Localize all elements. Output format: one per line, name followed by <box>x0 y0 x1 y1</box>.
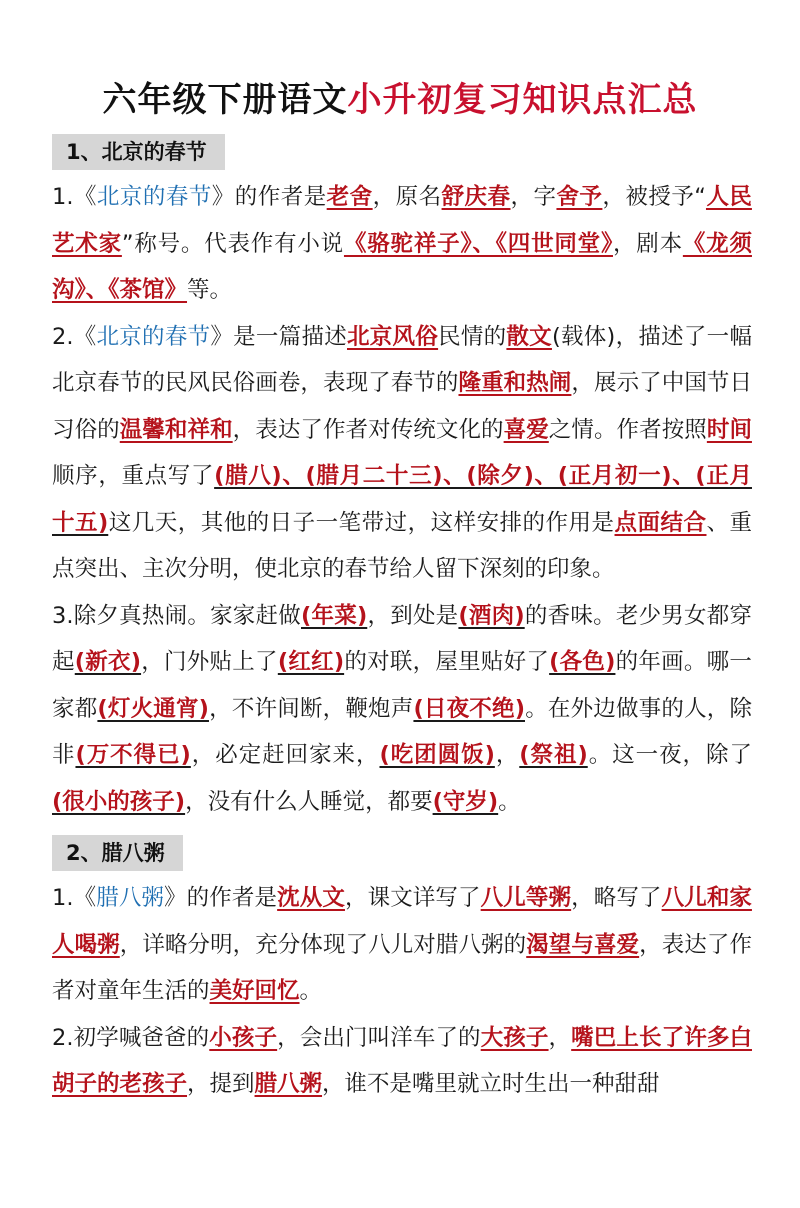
paragraph-4 <box>52 875 752 1015</box>
text: ，课文详写了 <box>344 885 481 911</box>
key-answer: 腊八粥 <box>254 1071 323 1097</box>
text: 》的作者是 <box>211 184 327 210</box>
text: 。 <box>498 788 521 815</box>
text: 的对联，屋里贴好了 <box>344 649 550 675</box>
text: ，略写了 <box>571 885 662 911</box>
text: ”称号。代表作有小说 <box>121 230 344 257</box>
text: ，字 <box>510 184 557 210</box>
key-answer: 温馨和祥和 <box>119 416 233 443</box>
key-answer: 嘴巴上长了许多白胡子的老孩子 <box>52 1024 752 1097</box>
key-answer: 八儿等粥 <box>480 885 572 911</box>
text: (载体)，描述了一幅北京春节的民风民俗画卷，表现了春节的 <box>52 323 752 396</box>
text: 》的作者是 <box>164 885 278 911</box>
paragraph-3 <box>52 593 752 826</box>
text: 。 <box>299 978 323 1004</box>
title-part-2: 小升初复习知识点汇总 <box>347 80 698 120</box>
text: 》是一篇描述 <box>210 323 347 350</box>
key-answer: (日夜不绝) <box>413 695 525 722</box>
key-answer: (各色) <box>549 649 616 675</box>
text: 3.除夕真热闹。家家赶做 <box>52 602 301 629</box>
text: ，会出门叫洋车了的 <box>277 1024 481 1051</box>
key-answer: (腊八)、(腊月二十三)、(除夕)、(正月初一)、(正月十五) <box>52 463 752 536</box>
paragraph-2 <box>52 314 752 593</box>
key-answer: (酒肉) <box>458 602 525 629</box>
text: 的年画。哪一家都 <box>52 649 752 722</box>
text: ，门外贴上了 <box>141 649 278 675</box>
book-title: 腊八粥 <box>96 885 165 911</box>
key-answer: (很小的孩子) <box>52 788 186 815</box>
text: 顺序，重点写了 <box>52 463 215 489</box>
key-answer: 八儿和家人喝粥 <box>52 885 752 958</box>
text: ， <box>494 742 520 768</box>
key-answer: 时间 <box>706 416 752 443</box>
key-answer: (祭祖) <box>519 742 588 768</box>
text: ，剧本 <box>612 230 683 257</box>
page-title <box>0 76 800 124</box>
text: 等。 <box>187 277 233 303</box>
key-answer: 老舍 <box>326 184 373 210</box>
text: 2.初学喊爸爸的 <box>52 1024 210 1051</box>
paragraph-5 <box>52 1015 752 1108</box>
key-answer: 大孩子 <box>480 1024 549 1051</box>
key-answer: (吃团圆饭) <box>379 742 495 768</box>
text: ，谁不是嘴里就立时生出一种甜甜 <box>322 1071 660 1097</box>
key-answer: 渴望与喜爱 <box>526 931 640 958</box>
key-answer: (年菜) <box>301 602 368 629</box>
text: ，详略分明，充分体现了八儿对腊八粥的 <box>119 931 527 958</box>
text: ，没有什么人睡觉，都要 <box>185 788 433 815</box>
key-answer: (红红) <box>277 649 345 675</box>
text: 、重点突出、主次分明，使北京的春节给人留下深刻的印象。 <box>52 509 752 582</box>
key-answer: (灯火通宵) <box>97 695 209 722</box>
text: 。在外边做事的人，除非 <box>52 695 752 768</box>
text: 这几天，其他的日子一笔带过，这样安排的作用是 <box>108 509 615 536</box>
key-answer: 北京风俗 <box>347 323 439 350</box>
text: ，必定赶回家来， <box>190 742 380 768</box>
text: 。这一夜，除了 <box>587 742 752 768</box>
book-title: 北京的春节 <box>96 323 211 350</box>
key-answer: 《龙须沟》、《茶馆》 <box>52 230 752 303</box>
title-part-1: 六年级下册语文 <box>102 80 348 120</box>
key-answer: (万不得已) <box>75 742 191 768</box>
text: ，表达了作者对童年生活的 <box>52 931 752 1004</box>
key-answer: 舒庆春 <box>441 184 511 210</box>
key-answer: 隆重和热闹 <box>458 370 572 396</box>
text: 之情。作者按照 <box>548 416 707 443</box>
key-answer: (新衣) <box>74 649 142 675</box>
key-answer: 人民艺术家 <box>52 184 752 257</box>
text: ，不许间断，鞭炮声 <box>208 695 414 722</box>
key-answer: 沈从文 <box>277 885 345 911</box>
text: 的香味。老少男女都穿起 <box>52 602 752 675</box>
text: ， <box>548 1024 572 1051</box>
key-answer: 小孩子 <box>209 1024 278 1051</box>
text: 民情的 <box>438 323 507 350</box>
text: ，表达了作者对传统文化的 <box>232 416 504 443</box>
book-title: 北京的春节 <box>96 184 212 210</box>
text: 1.《 <box>52 184 97 210</box>
key-answer: 舍予 <box>556 184 603 210</box>
paragraph-1 <box>52 174 752 314</box>
text: ，原名 <box>372 184 442 210</box>
section-heading-1: 1、北京的春节 <box>52 134 225 170</box>
key-answer: 喜爱 <box>503 416 549 443</box>
text: 2.《 <box>52 323 97 350</box>
text: ，展示了中国节日习俗的 <box>52 370 752 443</box>
key-answer: 《骆驼祥子》、《四世同堂》 <box>343 230 613 257</box>
key-answer: 点面结合 <box>614 509 707 536</box>
key-answer: (守岁) <box>432 788 499 815</box>
key-answer: 散文 <box>506 323 552 350</box>
text: ，提到 <box>187 1071 255 1097</box>
text: ，到处是 <box>367 602 459 629</box>
text: ，被授予“ <box>602 184 706 210</box>
key-answer: 美好回忆 <box>209 978 300 1004</box>
text: 1.《 <box>52 885 97 911</box>
section-heading-2: 2、腊八粥 <box>52 835 183 871</box>
